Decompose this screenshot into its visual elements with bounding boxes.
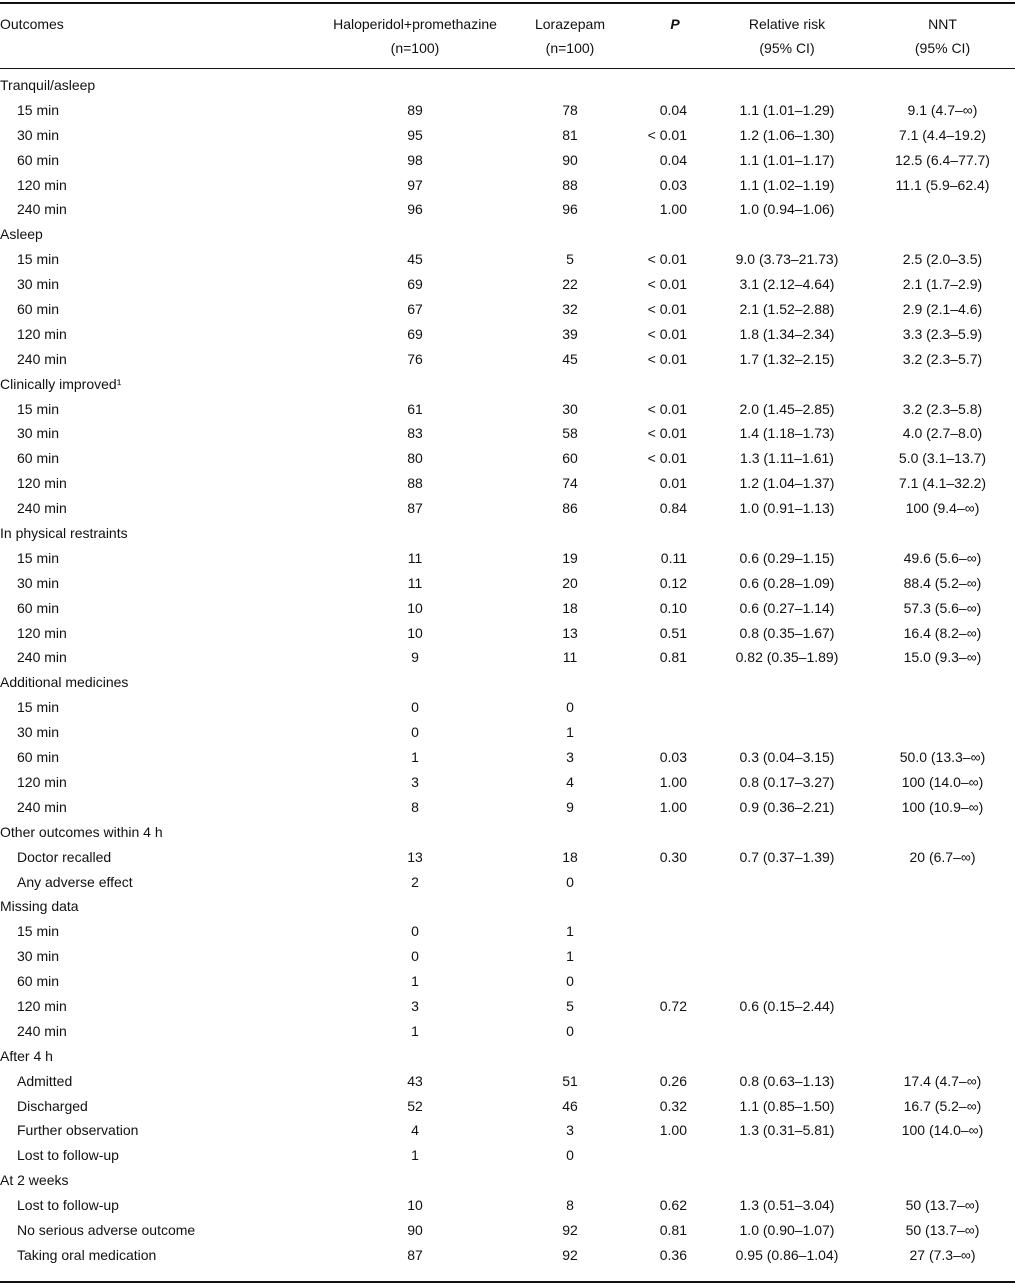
cell-p-value: 0.10 [659,599,687,616]
cell-nnt: 5.0 (3.1–13.7) [898,450,987,467]
cell-lorazepam: 1 [566,948,574,965]
row-label: Other outcomes within 4 h [0,823,163,840]
table-row [0,870,1015,895]
cell-lorazepam: 5 [566,251,574,268]
cell-nnt: 100 (14.0–∞) [901,1122,984,1139]
table-row [0,994,1015,1019]
row-label: 60 min [17,749,60,766]
table-row [0,1118,1015,1143]
header-nnt-ci: (95% CI) [914,40,971,56]
cell-lorazepam: 22 [562,276,578,293]
table-row [0,148,1015,173]
cell-lorazepam: 5 [566,997,574,1014]
cell-haloperidol: 87 [407,500,423,517]
cell-p-value: 0.01 [659,475,687,492]
cell-haloperidol: 10 [407,1197,423,1214]
row-label: 15 min [17,251,60,268]
cell-lorazepam: 90 [562,151,578,168]
table-row [0,969,1015,994]
cell-haloperidol: 69 [407,325,423,342]
cell-p-value: 1.00 [659,773,687,790]
cell-lorazepam: 19 [562,549,578,566]
cell-nnt: 16.7 (5.2–∞) [903,1097,982,1114]
cell-p-value: 0.51 [659,624,687,641]
row-label: 30 min [17,574,60,591]
cell-lorazepam: 0 [566,973,574,990]
cell-lorazepam: 18 [562,599,578,616]
table-row [0,272,1015,297]
cell-nnt: 100 (14.0–∞) [901,773,984,790]
table-row [0,173,1015,198]
row-label: 240 min [17,350,67,367]
cell-lorazepam: 74 [562,475,578,492]
cell-p-value: < 0.01 [647,350,687,367]
cell-nnt: 57.3 (5.6–∞) [903,599,982,616]
section-row [0,73,1015,98]
row-label: 60 min [17,973,60,990]
row-label: In physical restraints [0,525,128,542]
cell-relative-risk: 1.3 (1.11–1.61) [740,450,834,467]
cell-nnt: 20 (6.7–∞) [909,848,976,865]
cell-p-value: 0.84 [659,500,687,517]
cell-lorazepam: 0 [566,699,574,716]
cell-nnt: 88.4 (5.2–∞) [903,574,982,591]
row-label: 240 min [17,500,67,517]
cell-haloperidol: 0 [411,724,419,741]
header-nnt [875,12,1010,60]
cell-nnt: 2.9 (2.1–4.6) [902,301,983,318]
cell-relative-risk: 0.8 (0.63–1.13) [739,1072,835,1089]
cell-lorazepam: 51 [562,1072,578,1089]
cell-haloperidol: 2 [411,873,419,890]
table-row [0,123,1015,148]
table-row [0,944,1015,969]
cell-lorazepam: 88 [562,176,578,193]
cell-relative-risk: 0.6 (0.28–1.09) [739,574,835,591]
cell-relative-risk: 1.0 (0.90–1.07) [739,1221,835,1238]
header-nnt-label: NNT [928,16,957,32]
cell-p-value: < 0.01 [647,450,687,467]
cell-p-value: 0.26 [659,1072,687,1089]
cell-lorazepam: 3 [566,1122,574,1139]
row-label: 240 min [17,649,67,666]
table-row [0,770,1015,795]
row-label: 120 min [17,325,67,342]
row-label: Lost to follow-up [17,1197,119,1214]
cell-relative-risk: 1.0 (0.91–1.13) [739,500,835,517]
row-label: Any adverse effect [17,873,133,890]
cell-haloperidol: 4 [411,1122,419,1139]
table-row [0,845,1015,870]
row-label: 120 min [17,997,67,1014]
bottom-rule [0,1281,1015,1283]
cell-p-value: < 0.01 [647,251,687,268]
cell-nnt: 15.0 (9.3–∞) [903,649,982,666]
cell-haloperidol: 80 [407,450,423,467]
cell-p-value: < 0.01 [647,126,687,143]
row-label: Admitted [17,1072,73,1089]
cell-p-value: 1.00 [659,798,687,815]
row-label: Tranquil/asleep [0,77,96,93]
cell-lorazepam: 20 [562,574,578,591]
cell-p-value: 0.72 [659,997,687,1014]
cell-haloperidol: 89 [407,101,423,118]
header-group1 [320,12,510,60]
table-row [0,247,1015,272]
cell-relative-risk: 0.8 (0.35–1.67) [739,624,835,641]
row-label: 30 min [17,126,60,143]
table-body [0,73,1015,1268]
cell-haloperidol: 88 [407,475,423,492]
cell-haloperidol: 87 [407,1246,423,1263]
section-row [0,1168,1015,1193]
cell-relative-risk: 1.3 (0.31–5.81) [739,1122,835,1139]
table-row [0,322,1015,347]
cell-p-value: 0.11 [660,549,687,566]
header-group2-name: Lorazepam [534,16,606,32]
cell-haloperidol: 1 [411,749,419,766]
cell-p-value: 0.04 [659,101,687,118]
cell-lorazepam: 0 [566,1022,574,1039]
cell-relative-risk: 1.2 (1.06–1.30) [739,126,835,143]
cell-relative-risk: 1.1 (0.85–1.50) [739,1097,835,1114]
table-row [0,1218,1015,1243]
row-label: 30 min [17,276,60,293]
cell-relative-risk: 0.95 (0.86–1.04) [735,1246,839,1263]
cell-lorazepam: 0 [566,1147,574,1164]
cell-lorazepam: 86 [562,500,578,517]
cell-p-value: 0.30 [659,848,687,865]
table-row [0,1243,1015,1268]
cell-p-value: 0.03 [659,176,687,193]
cell-p-value: < 0.01 [647,276,687,293]
table-row [0,720,1015,745]
cell-relative-risk: 1.3 (0.51–3.04) [739,1197,835,1214]
cell-lorazepam: 92 [562,1246,578,1263]
cell-haloperidol: 0 [411,948,419,965]
cell-relative-risk: 0.6 (0.29–1.15) [739,549,835,566]
row-label: 240 min [17,798,67,815]
cell-haloperidol: 9 [411,649,419,666]
cell-lorazepam: 39 [562,325,578,342]
cell-p-value: 1.00 [659,201,687,218]
table-row [0,1143,1015,1168]
cell-relative-risk: 1.1 (1.02–1.19) [739,176,835,193]
cell-haloperidol: 61 [407,400,423,417]
cell-haloperidol: 10 [407,599,423,616]
row-label: 240 min [17,1022,67,1039]
row-label: 30 min [17,425,60,442]
section-row [0,1044,1015,1069]
top-rule [0,2,1015,4]
row-label: Further observation [17,1122,139,1139]
cell-relative-risk: 1.0 (0.94–1.06) [739,201,835,218]
row-label: Asleep [0,226,43,243]
row-label: 60 min [17,151,60,168]
row-label: 240 min [17,201,67,218]
cell-haloperidol: 43 [407,1072,423,1089]
cell-haloperidol: 45 [407,251,423,268]
cell-relative-risk: 1.2 (1.04–1.37) [739,475,835,492]
row-label: 30 min [17,948,60,965]
table-row [0,1193,1015,1218]
table-row [0,1094,1015,1119]
table-row [0,98,1015,123]
cell-lorazepam: 30 [562,400,578,417]
row-label: Discharged [17,1097,88,1114]
row-label: Doctor recalled [17,848,112,865]
cell-lorazepam: 0 [566,873,574,890]
cell-nnt: 100 (9.4–∞) [905,500,980,517]
cell-haloperidol: 69 [407,276,423,293]
cell-haloperidol: 67 [407,301,423,318]
cell-lorazepam: 45 [562,350,578,367]
cell-nnt: 9.1 (4.7–∞) [907,101,978,118]
table-row [0,919,1015,944]
header-rr-label: Relative risk [748,16,826,32]
row-label: Additional medicines [0,674,129,691]
cell-haloperidol: 76 [407,350,423,367]
cell-nnt: 7.1 (4.4–19.2) [898,126,987,143]
row-label: 15 min [17,400,60,417]
cell-p-value: < 0.01 [647,325,687,342]
row-label: 30 min [17,724,60,741]
header-group1-name: Haloperidol+promethazine [333,16,497,32]
cell-haloperidol: 10 [407,624,423,641]
cell-relative-risk: 0.6 (0.15–2.44) [739,997,835,1014]
table-row [0,347,1015,372]
cell-lorazepam: 4 [566,773,574,790]
table-row [0,496,1015,521]
cell-relative-risk: 0.6 (0.27–1.14) [739,599,835,616]
header-p: P [670,16,680,32]
cell-lorazepam: 3 [566,749,574,766]
section-row [0,894,1015,919]
cell-p-value: 0.04 [659,151,687,168]
row-label: 120 min [17,624,67,641]
cell-lorazepam: 78 [562,101,578,118]
table-row [0,471,1015,496]
cell-lorazepam: 1 [566,724,574,741]
cell-lorazepam: 8 [566,1197,574,1214]
cell-p-value: 0.12 [659,574,687,591]
cell-haloperidol: 0 [411,699,419,716]
cell-relative-risk: 0.82 (0.35–1.89) [735,649,839,666]
cell-lorazepam: 58 [562,425,578,442]
cell-haloperidol: 1 [411,1022,419,1039]
row-label: 120 min [17,475,67,492]
table-row [0,397,1015,422]
cell-nnt: 50 (13.7–∞) [905,1197,980,1214]
row-label: Missing data [0,898,79,915]
table-row [0,795,1015,820]
cell-lorazepam: 11 [562,649,578,666]
cell-lorazepam: 18 [562,848,578,865]
cell-relative-risk: 1.1 (1.01–1.29) [739,101,835,118]
cell-nnt: 7.1 (4.1–32.2) [898,475,987,492]
cell-nnt: 2.5 (2.0–3.5) [902,251,983,268]
header-rr-ci: (95% CI) [759,40,815,56]
header-group2 [500,12,640,60]
table-row [0,446,1015,471]
header-group2-n: (n=100) [545,40,595,56]
cell-haloperidol: 1 [411,1147,419,1164]
cell-lorazepam: 1 [566,923,574,940]
cell-relative-risk: 0.9 (0.36–2.21) [739,798,835,815]
cell-relative-risk: 0.3 (0.04–3.15) [739,749,835,766]
cell-nnt: 100 (10.9–∞) [901,798,984,815]
row-label: 15 min [17,699,60,716]
cell-haloperidol: 13 [407,848,423,865]
table-row [0,745,1015,770]
cell-nnt: 2.1 (1.7–2.9) [902,276,983,293]
cell-lorazepam: 60 [562,450,578,467]
row-label: 60 min [17,450,60,467]
row-label: 60 min [17,301,60,318]
cell-haloperidol: 0 [411,923,419,940]
cell-lorazepam: 92 [562,1221,578,1238]
table-header [0,8,1015,60]
cell-haloperidol: 11 [407,549,423,566]
cell-relative-risk: 1.1 (1.01–1.17) [739,151,835,168]
cell-haloperidol: 95 [407,126,423,143]
row-label: No serious adverse outcome [17,1221,196,1238]
section-row [0,372,1015,397]
table-row [0,1069,1015,1094]
cell-haloperidol: 96 [407,201,423,218]
cell-p-value: < 0.01 [647,400,687,417]
cell-lorazepam: 81 [562,126,578,143]
row-label: Clinically improved¹ [0,375,122,392]
table-row [0,695,1015,720]
section-row [0,820,1015,845]
cell-p-value: 0.03 [659,749,687,766]
cell-p-value: 0.36 [659,1246,687,1263]
cell-relative-risk: 0.8 (0.17–3.27) [739,773,835,790]
cell-relative-risk: 1.4 (1.18–1.73) [739,425,835,442]
section-row [0,670,1015,695]
cell-relative-risk: 2.1 (1.52–2.88) [739,301,835,318]
cell-p-value: 0.62 [659,1197,687,1214]
cell-haloperidol: 90 [407,1221,423,1238]
cell-relative-risk: 1.7 (1.32–2.15) [739,350,835,367]
cell-haloperidol: 3 [411,773,419,790]
cell-nnt: 3.3 (2.3–5.9) [902,325,983,342]
cell-p-value: 1.00 [659,1122,687,1139]
table-row [0,645,1015,670]
section-row [0,222,1015,247]
cell-p-value: 0.81 [659,649,687,666]
cell-nnt: 50 (13.7–∞) [905,1221,980,1238]
cell-nnt: 3.2 (2.3–5.8) [902,400,983,417]
cell-p-value: 0.81 [659,1221,687,1238]
cell-nnt: 49.6 (5.6–∞) [903,549,982,566]
cell-p-value: < 0.01 [647,425,687,442]
cell-lorazepam: 13 [562,624,578,641]
row-label: After 4 h [0,1047,53,1064]
cell-haloperidol: 52 [407,1097,423,1114]
row-label: 120 min [17,773,67,790]
section-row [0,521,1015,546]
table-row [0,571,1015,596]
cell-haloperidol: 1 [411,973,419,990]
cell-nnt: 11.1 (5.9–62.4) [895,176,990,193]
cell-haloperidol: 97 [407,176,423,193]
cell-lorazepam: 9 [566,798,574,815]
cell-p-value: < 0.01 [647,301,687,318]
cell-lorazepam: 46 [562,1097,578,1114]
table-row [0,197,1015,222]
header-rr [712,12,862,60]
row-label: 15 min [17,923,60,940]
cell-nnt: 50.0 (13.3–∞) [899,749,986,766]
cell-haloperidol: 3 [411,997,419,1014]
cell-relative-risk: 0.7 (0.37–1.39) [739,848,835,865]
header-outcomes: Outcomes [0,16,64,32]
header-group1-n: (n=100) [390,40,440,56]
cell-nnt: 12.5 (6.4–77.7) [895,151,990,168]
cell-nnt: 16.4 (8.2–∞) [903,624,982,641]
cell-relative-risk: 2.0 (1.45–2.85) [739,400,835,417]
row-label: 60 min [17,599,60,616]
row-label: 120 min [17,176,67,193]
cell-haloperidol: 98 [407,151,423,168]
table-row [0,546,1015,571]
cell-relative-risk: 1.8 (1.34–2.34) [739,325,835,342]
cell-p-value: 0.32 [659,1097,687,1114]
row-label: At 2 weeks [0,1172,69,1189]
cell-lorazepam: 96 [562,201,578,218]
table-row [0,621,1015,646]
cell-nnt: 3.2 (2.3–5.7) [902,350,983,367]
table-row [0,1019,1015,1044]
cell-haloperidol: 11 [407,574,423,591]
row-label: 15 min [17,101,60,118]
cell-haloperidol: 83 [407,425,423,442]
cell-relative-risk: 3.1 (2.12–4.64) [739,276,835,293]
table-row [0,421,1015,446]
cell-lorazepam: 32 [562,301,578,318]
cell-nnt: 27 (7.3–∞) [909,1246,976,1263]
cell-relative-risk: 9.0 (3.73–21.73) [735,251,839,268]
cell-nnt: 4.0 (2.7–8.0) [902,425,983,442]
header-rule [0,68,1015,69]
cell-nnt: 17.4 (4.7–∞) [903,1072,982,1089]
table-row [0,297,1015,322]
row-label: 15 min [17,549,60,566]
row-label: Taking oral medication [17,1246,157,1263]
cell-haloperidol: 8 [411,798,419,815]
table-row [0,596,1015,621]
row-label: Lost to follow-up [17,1147,119,1164]
